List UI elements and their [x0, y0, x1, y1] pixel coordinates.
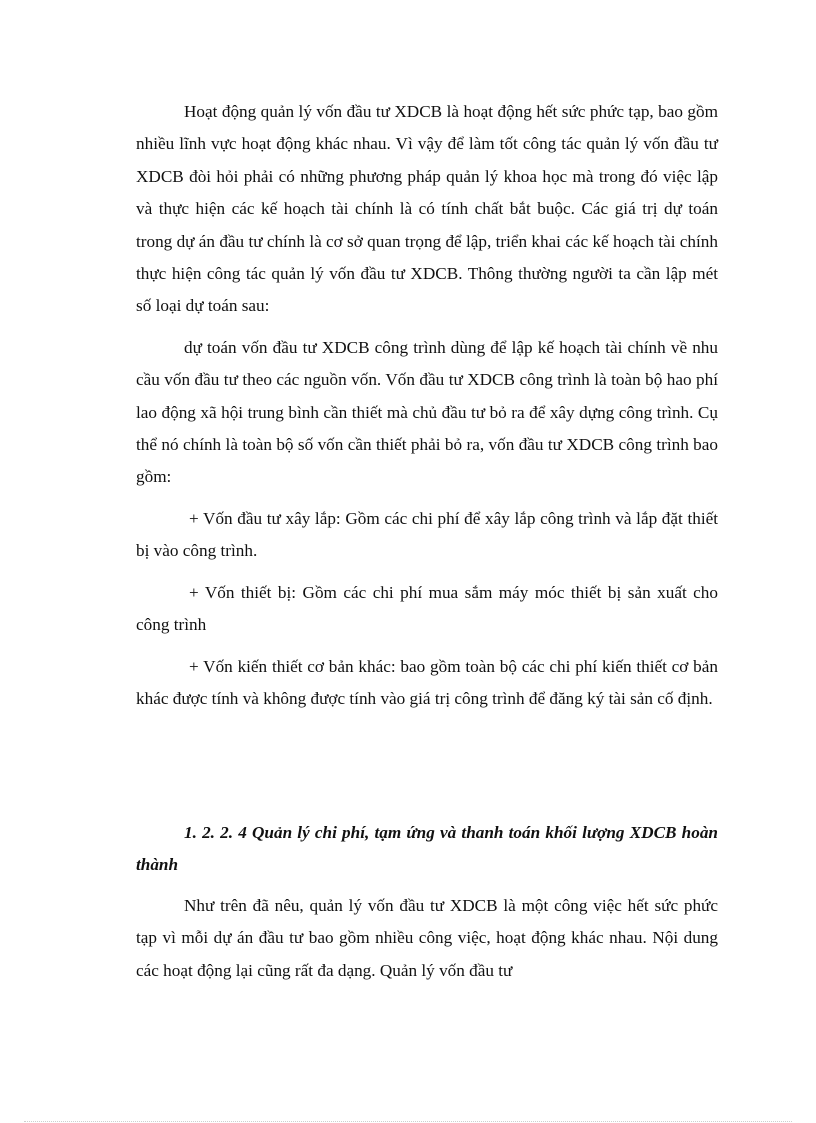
body-text-upper [136, 96, 718, 724]
paragraph-item-equipment: + Vốn thiết bị: Gồm các chi phí mua sắm máy móc thiết bị sản xuất cho công trình [136, 582, 718, 635]
body-text-lower [136, 890, 718, 996]
paragraph-final: Như trên đã nêu, quản lý vốn đầu tư XDCB là một công việc hết sức phức tạp vì mỗi dự án đầu tư bao gồm nhiều công việc, hoạt động khác nhau. Nội dung các hoạt động lại cũng rất đa dạng. Quản lý vốn đầu tư [136, 896, 718, 980]
page-bottom-divider [24, 1121, 792, 1122]
paragraph-intro: Hoạt động quản lý vốn đầu tư XDCB là hoạt động hết sức phức tạp, bao gồm nhiều lĩnh vực hoạt động khác nhau. Vì vậy để làm tốt công tác quản lý vốn đầu tư XDCB đòi hỏi phải có những phương pháp quản lý khoa học mà trong đó việc lập và thực hiện các kế hoạch tài chính là có tính chất bắt buộc. Các giá trị dự toán trong dự án đầu tư chính là cơ sở quan trọng để lập, triển khai các kế hoạch tài chính thực hiện công tác quản lý vốn đầu tư XDCB. Thông thường người ta cần lập mét số loại dự toán sau: [136, 102, 718, 316]
paragraph-estimate: dự toán vốn đầu tư XDCB công trình dùng để lập kế hoạch tài chính về nhu cầu vốn đầu tư theo các nguồn vốn. Vốn đầu tư XDCB công trình là toàn bộ hao phí lao động xã hội trung bình cần thiết mà chủ đầu tư bỏ ra để xây dựng công trình. Cụ thể nó chính là toàn bộ số vốn cần thiết phải bỏ ra, vốn đầu tư XDCB công trình bao gồm: [136, 337, 718, 487]
section-heading: 1. 2. 2. 4 Quản lý chi phí, tạm ứng và thanh toán khối lượng XDCB hoàn thành [136, 823, 718, 875]
paragraph-item-other: + Vốn kiến thiết cơ bản khác: bao gồm toàn bộ các chi phí kiến thiết cơ bản khác được tính và không được tính vào giá trị công trình để đăng ký tài sản cố định. [136, 656, 718, 708]
paragraph-item-construction: + Vốn đầu tư xây lắp: Gồm các chi phí để xây lắp công trình và lắp đặt thiết bị vào công trình. [136, 508, 718, 561]
